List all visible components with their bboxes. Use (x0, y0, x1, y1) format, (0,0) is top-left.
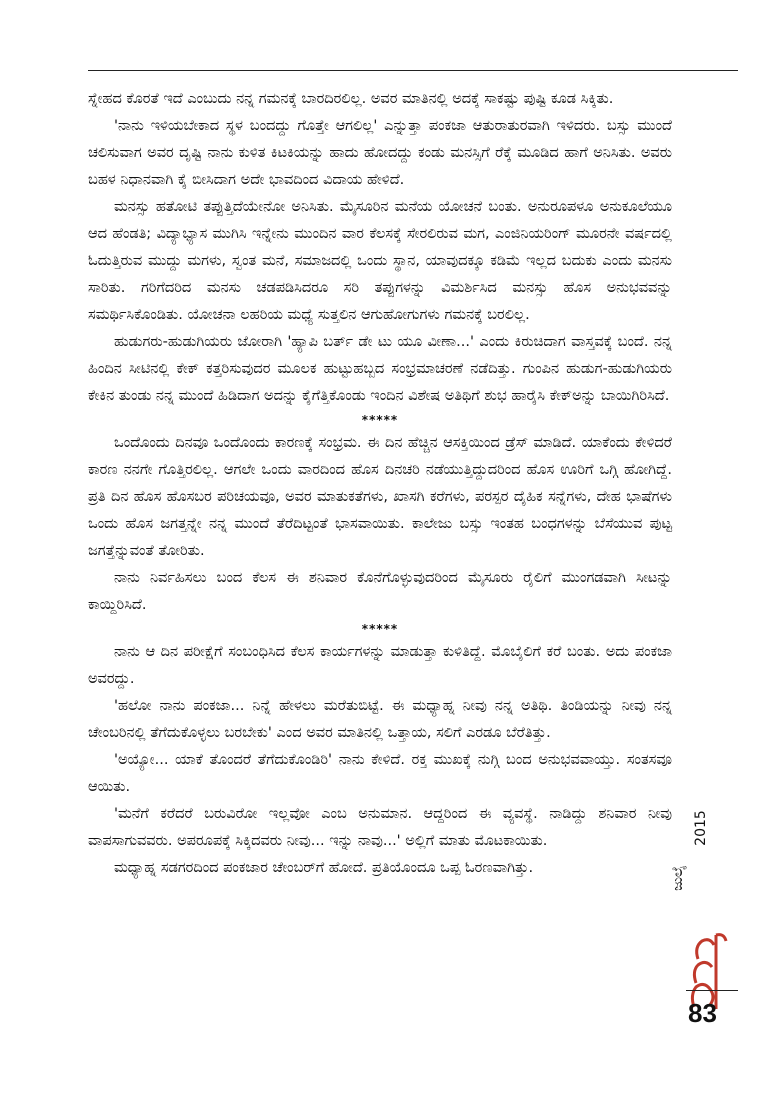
issue-month: ಜುಲೈ (669, 865, 686, 891)
section-separator: ***** (361, 622, 399, 636)
paragraph: ನಾನು ನಿರ್ವಹಿಸಲು ಬಂದ ಕೆಲಸ ಈ ಶನಿವಾರ ಕೊನೆಗೊಳ್ಳುವುದರಿಂದ ಮೈಸೂರು ರೈಲಿಗೆ ಮುಂಗಡವಾಗಿ ಸೀಟನ್ನು ಕಾಯ್ದಿರಿಸಿದೆ. (88, 570, 672, 613)
paragraph: 'ಅಯ್ಯೋ... ಯಾಕೆ ತೊಂದರೆ ತೆಗೆದುಕೊಂಡಿರಿ' ನಾನು ಕೇಳಿದೆ. ರಕ್ತ ಮುಖಕ್ಕೆ ನುಗ್ಗಿ ಬಂದ ಅನುಭವವಾಯ್ತು. ಸಂತಸವೂ ಆಯಿತು. (88, 752, 672, 795)
paragraph: ಒಂದೊಂದು ದಿನವೂ ಒಂದೊಂದು ಕಾರಣಕ್ಕೆ ಸಂಭ್ರಮ. ಈ ದಿನ ಹೆಚ್ಚಿನ ಆಸಕ್ತಿಯಿಂದ ಡ್ರೆಸ್ ಮಾಡಿದೆ. ಯಾಕೆಂದು ಕೇಳಿದರೆ ಕಾರಣ ನನಗೇ ಗೊತ್ತಿರಲಿಲ್ಲ. ಆಗಲೇ ಒಂದು ವಾರದಿಂದ ಹೊಸ ದಿನಚರಿ ನಡೆಯುತ್ತಿದ್ದುದರಿಂದ ಹೊಸ ಊರಿಗೆ ಒಗ್ಗಿ ಹೋಗಿದ್ದೆ. ಪ್ರತಿ ದಿನ ಹೊಸ ಹೊಸಬರ ಪರಿಚಯವೂ, ಅವರ ಮಾತುಕತೆಗಳು, ಖಾಸಗಿ ಕರೆಗಳು, ಪರಸ್ಪರ ದೈಹಿಕ ಸನ್ನೆಗಳು, ದೇಹ ಭಾಷೆಗಳು ಒಂದು ಹೊಸ ಜಗತ್ತನ್ನೇ ನನ್ನ ಮುಂದೆ ತೆರೆದಿಟ್ಟಂತೆ ಭಾಸವಾಯಿತು. ಕಾಲೇಜು ಬಸ್ಸು ಇಂತಹ ಬಂಧಗಳನ್ನು ಬೆಸೆಯುವ ಪುಟ್ಟ ಜಗತ್ತೆನ್ನುವಂತೆ ತೋರಿತು. (88, 435, 672, 559)
paragraph: 'ನಾನು ಇಳಿಯಬೇಕಾದ ಸ್ಥಳ ಬಂದದ್ದು ಗೊತ್ತೇ ಆಗಲಿಲ್ಲ' ಎನ್ನುತ್ತಾ ಪಂಕಜಾ ಆತುರಾತುರವಾಗಿ ಇಳಿದರು. ಬಸ್ಸು ಮುಂದೆ ಚಲಿಸುವಾಗ ಅವರ ದೃಷ್ಟಿ ನಾನು ಕುಳಿತ ಕಿಟಕಿಯನ್ನು ಹಾದು ಹೋದದ್ದು ಕಂಡು ಮನಸ್ಸಿಗೆ ರೆಕ್ಕೆ ಮೂಡಿದ ಹಾಗೆ ಅನಿಸಿತು. ಅವರು ಬಹಳ ನಿಧಾನವಾಗಿ ಕೈ ಬೀಸಿದಾಗ ಅದೇ ಭಾವದಿಂದ ವಿದಾಯ ಹೇಳಿದೆ. (88, 118, 672, 188)
article-body (88, 86, 672, 882)
top-rule (88, 70, 738, 71)
paragraph: ಸ್ನೇಹದ ಕೊರತೆ ಇದೆ ಎಂಬುದು ನನ್ನ ಗಮನಕ್ಕೆ ಬಾರದಿರಲಿಲ್ಲ. ಅವರ ಮಾತಿನಲ್ಲಿ ಅದಕ್ಕೆ ಸಾಕಷ್ಟು ಪುಷ್ಟಿ ಕೂಡ ಸಿಕ್ಕಿತು. (88, 91, 614, 107)
paragraph: 'ಮನೆಗೆ ಕರೆದರೆ ಬರುವಿರೋ ಇಲ್ಲವೋ ಎಂಬ ಅನುಮಾನ. ಆದ್ದರಿಂದ ಈ ವ್ಯವಸ್ಥೆ. ನಾಡಿದ್ದು ಶನಿವಾರ ನೀವು ವಾಪಸಾಗುವವರು. ಅಪರೂಪಕ್ಕೆ ಸಿಕ್ಕಿದವರು ನೀವು... ಇನ್ನು ನಾವು...' ಅಲ್ಲಿಗೆ ಮಾತು ಮೊಟಕಾಯಿತು. (88, 806, 672, 849)
paragraph: ನಾನು ಆ ದಿನ ಪರೀಕ್ಷೆಗೆ ಸಂಬಂಧಿಸಿದ ಕೆಲಸ ಕಾರ್ಯಗಳನ್ನು ಮಾಡುತ್ತಾ ಕುಳಿತಿದ್ದೆ. ಮೊಬೈಲಿಗೆ ಕರೆ ಬಂತು. ಅದು ಪಂಕಜಾ ಅವರದ್ದು. (88, 644, 672, 687)
paragraph: ಹುಡುಗರು-ಹುಡುಗಿಯರು ಜೋರಾಗಿ 'ಹ್ಯಾಪಿ ಬರ್ತ್ ಡೇ ಟು ಯೂ ವೀಣಾ...' ಎಂದು ಕಿರುಚಿದಾಗ ವಾಸ್ತವಕ್ಕೆ ಬಂದೆ. ನನ್ನ ಹಿಂದಿನ ಸೀಟಿನಲ್ಲಿ ಕೇಕ್ ಕತ್ತರಿಸುವುದರ ಮೂಲಕ ಹುಟ್ಟುಹಬ್ಬದ ಸಂಭ್ರಮಾಚರಣೆ ನಡೆದಿತ್ತು. ಗುಂಪಿನ ಹುಡುಗ-ಹುಡುಗಿಯರು ಕೇಕಿನ ತುಂಡು ನನ್ನ ಮುಂದೆ ಹಿಡಿದಾಗ ಅದನ್ನು ಕೈಗೆತ್ತಿಕೊಂಡು ಇಂದಿನ ವಿಶೇಷ ಅತಿಥಿಗೆ ಶುಭ ಹಾರೈಸಿ ಕೇಕ್‌ಅನ್ನು ಬಾಯಿಗಿರಿಸಿದೆ. (88, 334, 672, 404)
section-separator: ***** (361, 413, 399, 427)
paragraph: ಮಧ್ಯಾಹ್ನ ಸಡಗರದಿಂದ ಪಂಕಜಾರ ಚೇಂಬರ್‌ಗೆ ಹೋದೆ. ಪ್ರತಿಯೊಂದೂ ಒಪ್ಪ ಓರಣವಾಗಿತ್ತು. (114, 860, 534, 876)
page-number: 83 (688, 998, 717, 1028)
paragraph: 'ಹಲೋ ನಾನು ಪಂಕಜಾ... ನಿನ್ನೆ ಹೇಳಲು ಮರೆತುಬಿಟ್ಟೆ. ಈ ಮಧ್ಯಾಹ್ನ ನೀವು ನನ್ನ ಅತಿಥಿ. ತಿಂಡಿಯನ್ನು ನೀವು ನನ್ನ ಚೇಂಬರಿನಲ್ಲಿ ತೆಗೆದುಕೊಳ್ಳಲು ಬರಬೇಕು' ಎಂದ ಅವರ ಮಾತಿನಲ್ಲಿ ಒತ್ತಾಯ, ಸಲಿಗೆ ಎರಡೂ ಬೆರೆತಿತ್ತು. (88, 698, 672, 741)
paragraph: ಮನಸ್ಸು ಹತೋಟಿ ತಪ್ಪುತ್ತಿದೆಯೇನೋ ಅನಿಸಿತು. ಮೈಸೂರಿನ ಮನೆಯ ಯೋಚನೆ ಬಂತು. ಅನುರೂಪಳೂ ಅನುಕೂಲೆಯೂ ಆದ ಹೆಂಡತಿ; ವಿದ್ಯಾಭ್ಯಾಸ ಮುಗಿಸಿ ಇನ್ನೇನು ಮುಂದಿನ ವಾರ ಕೆಲಸಕ್ಕೆ ಸೇರಲಿರುವ ಮಗ, ಎಂಜಿನಿಯರಿಂಗ್ ಮೂರನೇ ವರ್ಷದಲ್ಲಿ ಓದುತ್ತಿರುವ ಮುದ್ದು ಮಗಳು, ಸ್ವಂತ ಮನೆ, ಸಮಾಜದಲ್ಲಿ ಒಂದು ಸ್ಥಾನ, ಯಾವುದಕ್ಕೂ ಕಡಿಮೆ ಇಲ್ಲದ ಬದುಕು ಎಂದು ಮನಸು ಸಾರಿತು. ಗರಿಗೆದರಿದ ಮನಸು ಚಡಪಡಿಸಿದರೂ ಸರಿ ತಪ್ಪುಗಳನ್ನು ವಿಮರ್ಶಿಸಿದ ಮನಸ್ಸು ಹೊಸ ಅನುಭವವನ್ನು ಸಮರ್ಥಿಸಿಕೊಂಡಿತು. ಯೋಚನಾ ಲಹರಿಯ ಮಧ್ಯೆ ಸುತ್ತಲಿನ ಆಗುಹೋಗುಗಳು ಗಮನಕ್ಕೆ ಬರಲಿಲ್ಲ. (88, 199, 672, 323)
footer-rule (686, 990, 738, 991)
issue-year: 2015 (692, 810, 709, 846)
